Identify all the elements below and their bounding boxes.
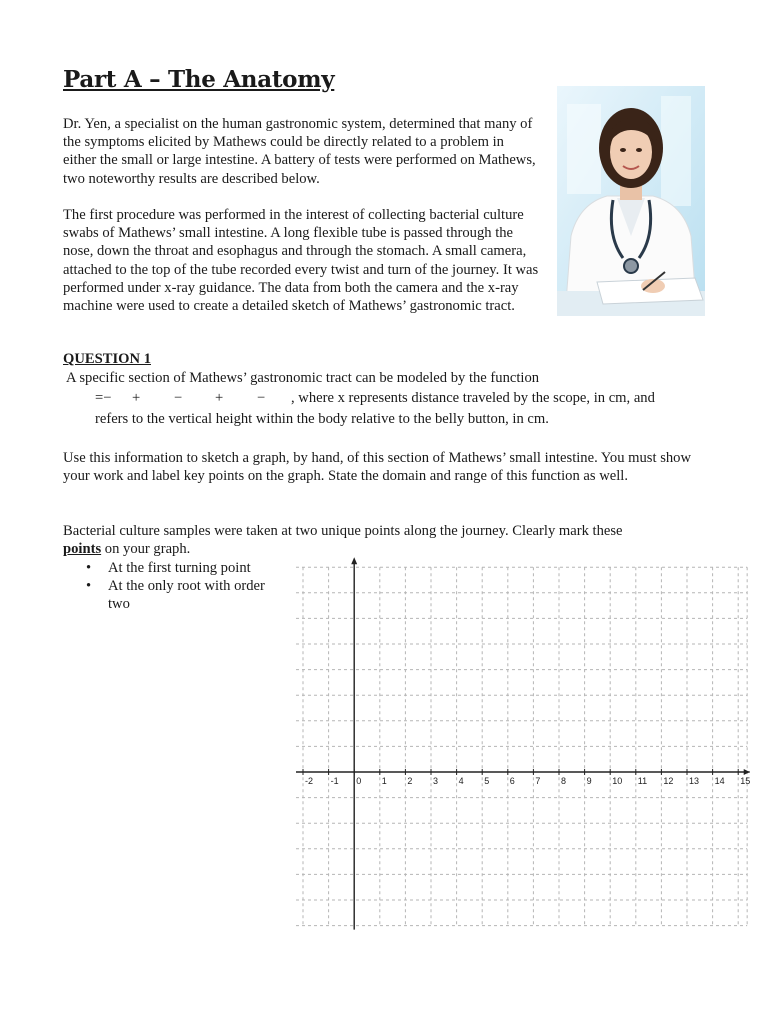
intro-paragraph: Dr. Yen, a specialist on the human gastronomic system, determined that many of the symptoms elicited by Mathews could be directly related to a problem in either the small or large intestine. A battery of tests were performed on Mathews, two noteworthy results are described below.	[63, 116, 536, 187]
x-tick-label: 0	[356, 776, 362, 786]
sample-points-list	[86, 559, 286, 614]
x-tick-label: 5	[484, 776, 490, 786]
samples-line: Bacterial culture samples were taken at two unique points along the journey. Clearly mark these	[63, 523, 623, 539]
function-description: refers to the vertical height within the body relative to the belly button, in cm.	[95, 411, 549, 427]
doctor-photo	[557, 86, 705, 316]
x-tick-label: 3	[433, 776, 439, 786]
formula-sign: +	[215, 390, 224, 406]
x-tick-label: 8	[561, 776, 567, 786]
formula-sign: =−	[95, 390, 112, 406]
points-emphasis: points	[63, 541, 102, 557]
formula-sign: +	[132, 390, 141, 406]
samples-line-2	[63, 540, 190, 558]
x-tick-label: 13	[689, 776, 700, 786]
list-item: • At the only root with order two	[86, 577, 286, 613]
x-tick-label: 2	[407, 776, 413, 786]
procedure-paragraph: The first procedure was performed in the interest of collecting bacterial culture swabs of Mathews’ small intestine. A long flexible tube is passed through the nose, down the throat and esophagus and through the stomach. A small camera, attached to the top of the tube recorded every twist and turn of the journey. It was performed under x-ray guidance. The data from both the camera and the x-ray machine were used to create a detailed sketch of Mathews’ gastronomic tract.	[63, 207, 539, 315]
x-tick-label: 7	[535, 776, 541, 786]
question-intro: A specific section of Mathews’ gastronomic tract can be modeled by the function	[66, 370, 540, 386]
blank-graph-grid	[296, 556, 750, 932]
page-title: Part A – The Anatomy	[63, 66, 335, 93]
function-formula	[95, 389, 715, 409]
formula-sign: −	[174, 390, 183, 406]
x-tick-label: 12	[663, 776, 674, 786]
formula-tail: , where x represents distance traveled by the scope, in cm, and	[291, 390, 655, 406]
x-tick-label: 1	[381, 776, 387, 786]
question-heading: QUESTION 1	[63, 351, 151, 367]
instructions-paragraph: Use this information to sketch a graph, by hand, of this section of Mathews’ small intestine. You must show your work and label key points on the graph. State the domain and range of this function as well.	[63, 450, 692, 485]
y-axis-arrow-icon	[351, 557, 357, 564]
x-tick-label: 4	[458, 776, 464, 786]
x-tick-label: 6	[509, 776, 515, 786]
x-tick-label: 9	[586, 776, 592, 786]
x-tick-label: -1	[330, 776, 339, 786]
samples-tail: on your graph.	[101, 541, 191, 557]
x-tick-label: 14	[714, 776, 725, 786]
x-tick-label: 15	[740, 776, 750, 786]
formula-sign: −	[257, 390, 266, 406]
x-tick-label: -2	[305, 776, 314, 786]
x-tick-label: 10	[612, 776, 623, 786]
x-tick-label: 11	[637, 776, 648, 786]
list-item: • At the first turning point	[86, 559, 286, 577]
